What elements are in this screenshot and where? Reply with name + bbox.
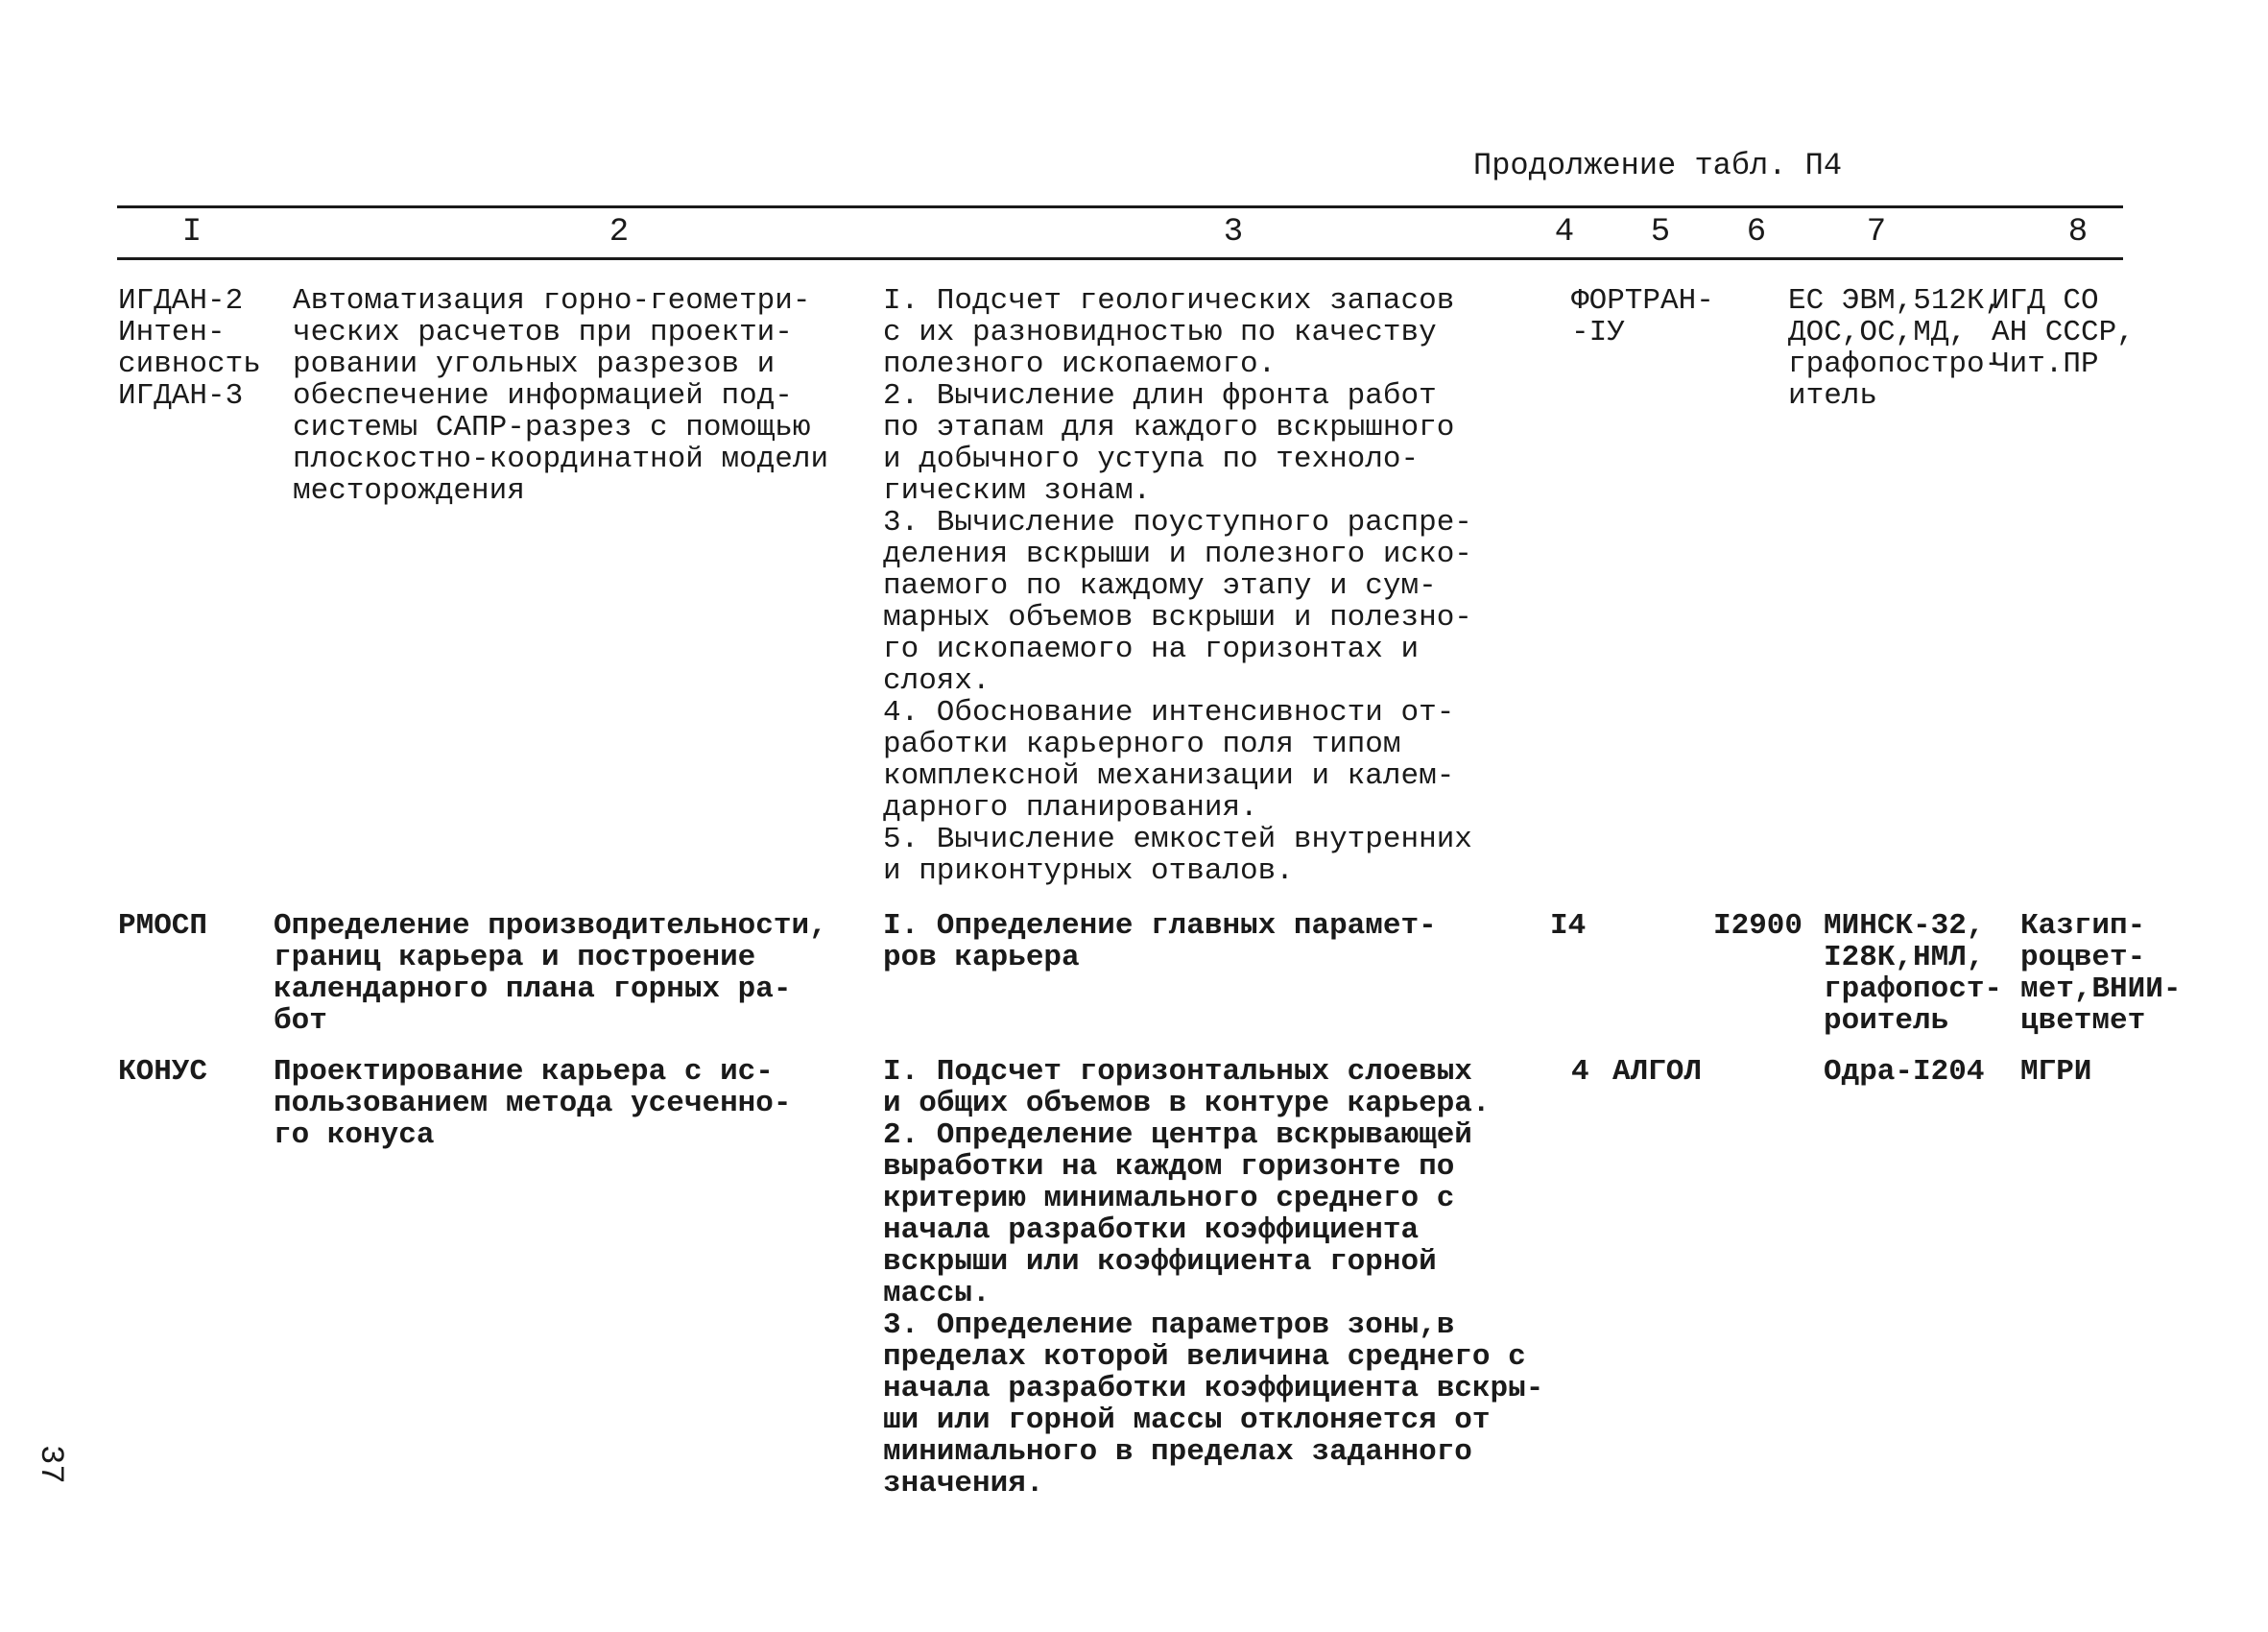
column-header-7: 7	[1866, 214, 1887, 251]
header-bottom-rule	[117, 257, 2123, 260]
table-row-2-col6: I2900	[1713, 909, 1803, 943]
column-header-2: 2	[609, 214, 630, 251]
table-row-2-code: РМОСП	[118, 909, 208, 943]
table-caption: Продолжение табл. П4	[1473, 148, 1843, 183]
table-row-3-code: КОНУС	[118, 1055, 208, 1089]
table-row-1-hardware: ЕС ЭВМ,512К, ДОС,ОС,МД, графопостро- итель	[1788, 284, 2003, 413]
column-header-5: 5	[1650, 214, 1671, 251]
header-top-rule	[117, 205, 2123, 208]
table-row-1-developer: ИГД СО АН СССР, Чит.ПР	[1992, 284, 2135, 381]
table-row-3-hardware: Одра-I204	[1824, 1055, 1985, 1089]
table-row-2-col4: I4	[1550, 909, 1587, 943]
column-header-1: I	[181, 214, 203, 251]
table-row-3-developer: МГРИ	[2020, 1055, 2092, 1089]
table-row-3-col4: 4	[1571, 1055, 1589, 1089]
table-row-2-purpose: Определение производительности, границ карьера и построение календарного плана горных ра- бот	[274, 909, 827, 1038]
column-header-8: 8	[2067, 214, 2089, 251]
table-row-3-purpose: Проектирование карьера с ис- пользованием метода усеченно- го конуса	[274, 1055, 792, 1152]
table-row-1-functions: I. Подсчет геологических запасов с их разновидностью по качеству полезного ископаемого. 2. Вычисление длин фронта работ по этапам для каждого вскрышного и добычного уступа по техноло- гическим зонам. 3. Вычисление поуступного распре- деления вскрыши и полезного иско- паемого по каждому этапу и сум- марных объемов вскрыши и полезно- го ископаемого на горизонтах и слоях. 4. Обоснование интенсивности от- работки карьерного поля типом комплексной механизации и калем- дарного планирования. 5. Вычисление емкостей внутренних и приконтурных отвалов.	[883, 284, 1472, 888]
table-row-2-hardware: МИНСК-32, I28К,НМЛ, графопост- роитель	[1824, 909, 2003, 1038]
table-row-1-code: ИГДАН-2 Интен- сивность ИГДАН-3	[118, 284, 261, 413]
table-row-3-language: АЛГОЛ	[1612, 1055, 1703, 1089]
table-row-2-developer: Казгип- роцвет- мет,ВНИИ- цветмет	[2020, 909, 2182, 1038]
table-row-1-language: ФОРТРАН- -IУ	[1571, 284, 1714, 349]
table-row-3-functions: I. Подсчет горизонтальных слоевых и общих объемов в контуре карьера. 2. Определение центра вскрывающей выработки на каждом горизонте по критерию минимального среднего с начала разработки коэффициента вскрыши или коэффициента горной массы. 3. Определение параметров зоны,в пределах которой величина среднего с начала разработки коэффициента вскры- ши или горной массы отклоняется от минимального в пределах заданного значения.	[883, 1055, 1544, 1500]
column-header-6: 6	[1746, 214, 1767, 251]
page-number: 37	[32, 1445, 68, 1484]
table-row-2-functions: I. Определение главных парамет- ров карьера	[883, 909, 1437, 974]
column-header-4: 4	[1554, 214, 1575, 251]
table-row-1-purpose: Автоматизация горно-геометри- ческих расчетов при проекти- ровании угольных разрезов и обеспечение информацией под- системы САПР-разрез с помощью плоскостно-координатной модели месторождения	[293, 284, 829, 508]
column-header-3: 3	[1223, 214, 1244, 251]
